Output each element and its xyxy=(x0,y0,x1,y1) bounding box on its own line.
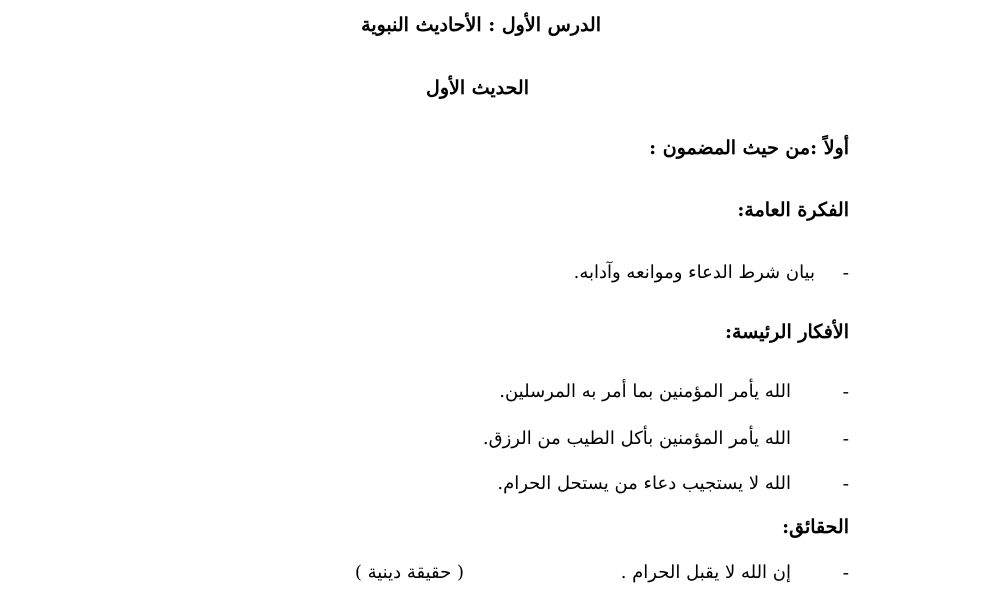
hadith-title: الحديث الأول xyxy=(426,77,529,99)
bullet-dash: - xyxy=(842,428,849,450)
section-facts-heading: الحقائق: xyxy=(782,516,849,538)
bullet-dash: - xyxy=(842,562,849,584)
main-idea-item: الله يأمر المؤمنين بما أمر به المرسلين. xyxy=(499,381,791,402)
main-idea-item: الله لا يستجيب دعاء من يستحل الحرام. xyxy=(497,473,791,494)
section-content-heading: أولاً :من حيث المضمون : xyxy=(649,137,849,159)
fact-tag: ( حقيقة دينية ) xyxy=(354,562,464,583)
bullet-dash: - xyxy=(842,262,849,284)
section-general-idea-heading: الفكرة العامة: xyxy=(737,199,849,221)
lesson-title: الدرس الأول : الأحاديث النبوية xyxy=(361,14,601,36)
fact-item: إن الله لا يقبل الحرام . xyxy=(620,562,791,583)
section-main-ideas-heading: الأفكار الرئيسة: xyxy=(725,321,849,343)
bullet-dash: - xyxy=(842,473,849,495)
main-idea-item: الله يأمر المؤمنين بأكل الطيب من الرزق. xyxy=(482,428,791,449)
general-idea-item: بيان شرط الدعاء وموانعه وآدابه. xyxy=(573,262,815,283)
bullet-dash: - xyxy=(842,381,849,403)
